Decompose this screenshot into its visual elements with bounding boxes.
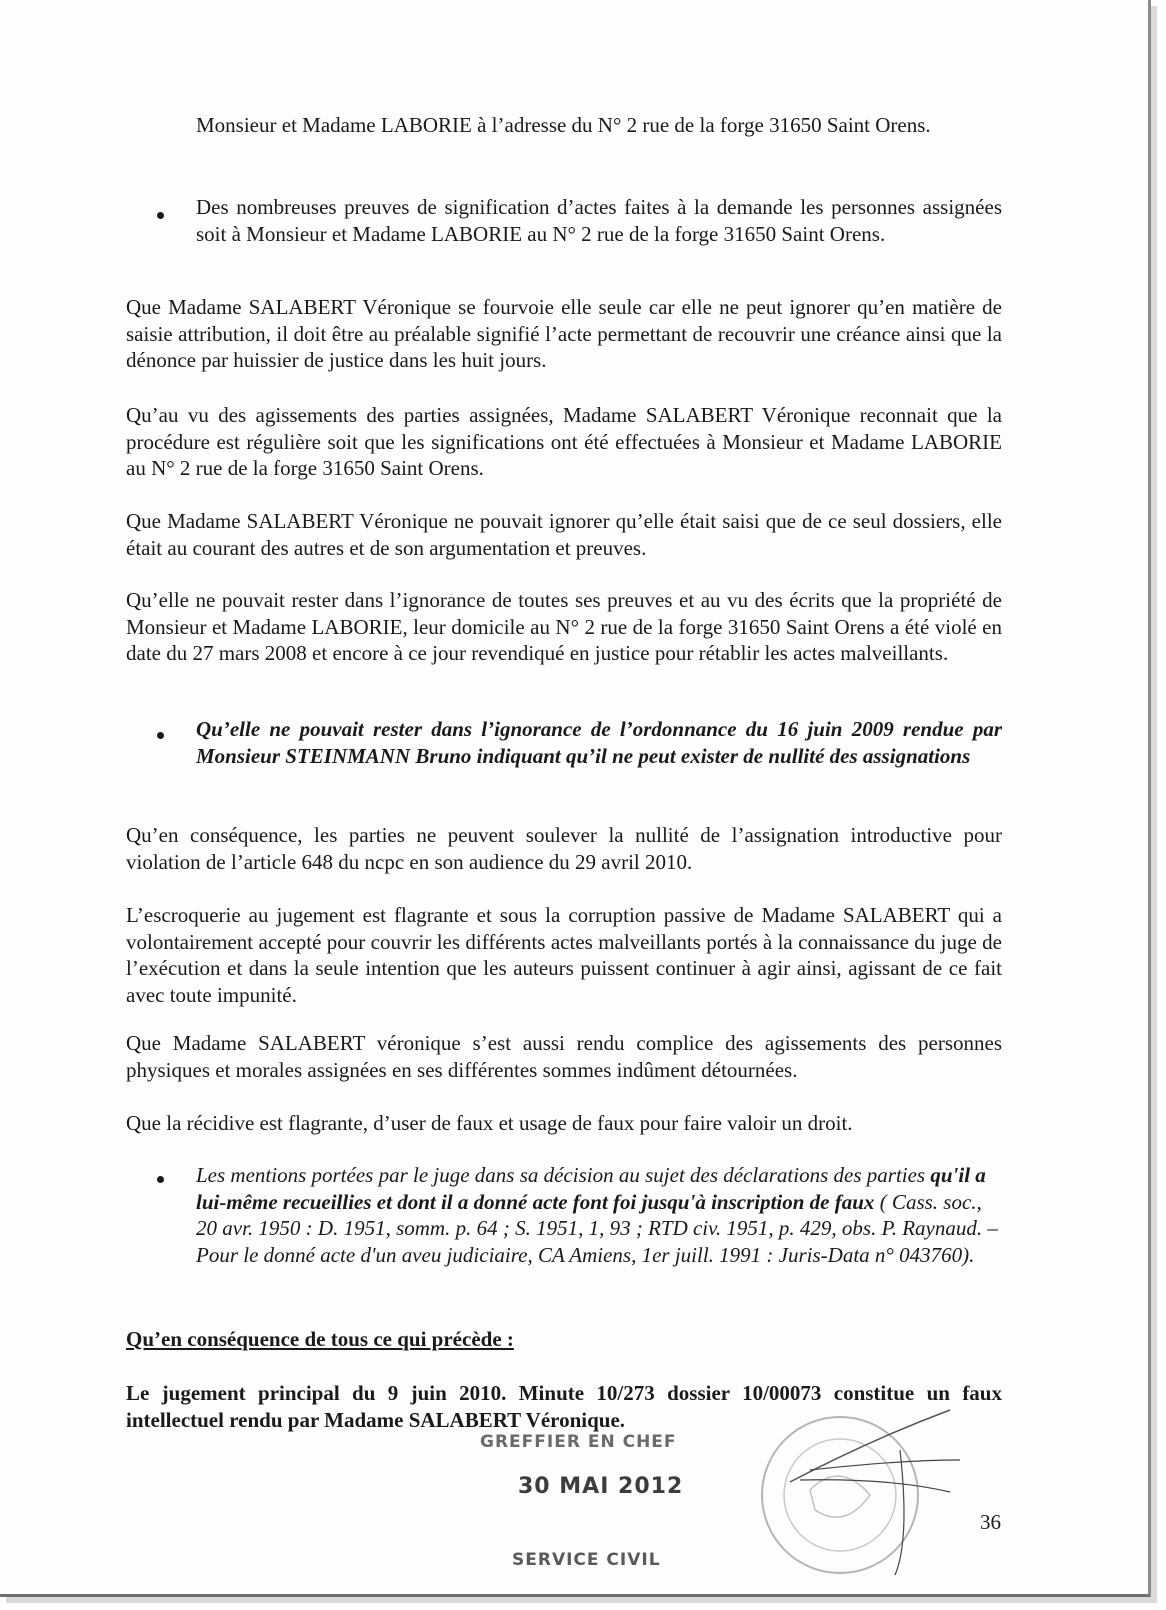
paragraph-address: Monsieur et Madame LABORIE à l’adresse du N° 2 rue de la forge 31650 Saint Orens.	[196, 113, 931, 137]
paragraph-conclusion: Le jugement principal du 9 juin 2010. Minute 10/273 dossier 10/00073 constitue un faux intellectuel rendu par Madame SALABERT Véronique.	[126, 1381, 1002, 1432]
stamp-greffier: GREFFIER EN CHEF	[480, 1432, 677, 1452]
citation-intro: Les mentions portées par le juge dans sa décision au sujet des déclarations des parties	[196, 1163, 931, 1187]
bullet-paragraph-proofs: Des nombreuses preuves de signification d’actes faites à la demande les personnes assignées soit à Monsieur et Madame LABORIE au N° 2 rue de la forge 31650 Saint Orens.	[196, 195, 1002, 246]
citation-emphasis: qu'il a lui-même recueillies et dont il a donné acte font foi jusqu'à inscription de faux	[196, 1163, 986, 1214]
paragraph-propriete: Qu’elle ne pouvait rester dans l’ignorance de toutes ses preuves et au vu des écrits que la propriété de Monsieur et Madame LABORIE, leur domicile au N° 2 rue de la forge 31650 Saint Orens a été violé en date du 27 mars 2008 et encore à ce jour revendiqué en justice pour rétablir les actes malveillants.	[126, 588, 1002, 665]
bullet-icon	[157, 732, 164, 739]
paragraph-consequence: Qu’en conséquence, les parties ne peuvent soulever la nullité de l’assignation introductive pour violation de l’article 648 du ncpc en son audience du 29 avril 2010.	[126, 823, 1002, 874]
stamp-date: 30 MAI 2012	[518, 1474, 684, 1499]
paragraph-fourvoie: Que Madame SALABERT Véronique se fourvoie elle seule car elle ne peut ignorer qu’en matière de saisie attribution, il doit être au préalable signifié l’acte permettant de recouvrir une créance ainsi que la dénonce par huissier de justice dans les huit jours.	[126, 295, 1002, 372]
paragraph-ignorer: Que Madame SALABERT Véronique ne pouvait ignorer qu’elle était saisi que de ce seul dossiers, elle était au courant des autres et de son argumentation et preuves.	[126, 509, 1002, 560]
stamp-service: SERVICE CIVIL	[512, 1550, 661, 1570]
bullet-icon	[157, 1176, 164, 1183]
bullet-paragraph-ordonnance: Qu’elle ne pouvait rester dans l’ignorance de l’ordonnance du 16 juin 2009 rendue par Monsieur STEINMANN Bruno indiquant qu’il ne peut exister de nullité des assignations	[196, 717, 1002, 768]
paragraph-recidive: Que la récidive est flagrante, d’user de faux et usage de faux pour faire valoir un droit.	[126, 1111, 853, 1135]
paragraph-complice: Que Madame SALABERT véronique s’est aussi rendu complice des agissements des personnes physiques et morales assignées en ses différentes sommes indûment détournées.	[126, 1031, 1002, 1082]
page-number: 36	[980, 1510, 1001, 1534]
paragraph-escroquerie: L’escroquerie au jugement est flagrante et sous la corruption passive de Madame SALABERT qui a volontairement accepté pour couvrir les différents actes malveillants portés à la connaissance du juge de l’exécution et dans la seule intention que les auteurs puissent continuer à agir ainsi, agissant de ce fait avec toute impunité.	[126, 903, 1002, 1007]
citation-reference: ( Cass. soc., 20 avr. 1950 : D. 1951, somm. p. 64 ; S. 1951, 1, 93 ; RTD civ. 1951, p. 429, obs. P. Raynaud. – Pour le donné acte d'un aveu judiciaire, CA Amiens, 1er juill. 1991 : Juris-Data n° 043760).	[196, 1189, 998, 1267]
section-heading: Qu’en conséquence de tous ce qui précède :	[126, 1327, 514, 1351]
court-seal-icon	[750, 1400, 970, 1590]
paragraph-agissements: Qu’au vu des agissements des parties assignées, Madame SALABERT Véronique reconnait que la procédure est régulière soit que les significations ont été effectuées à Monsieur et Madame LABORIE au N° 2 rue de la forge 31650 Saint Orens.	[126, 403, 1002, 480]
bullet-icon	[157, 212, 164, 219]
bullet-paragraph-mentions	[196, 1162, 1002, 1268]
